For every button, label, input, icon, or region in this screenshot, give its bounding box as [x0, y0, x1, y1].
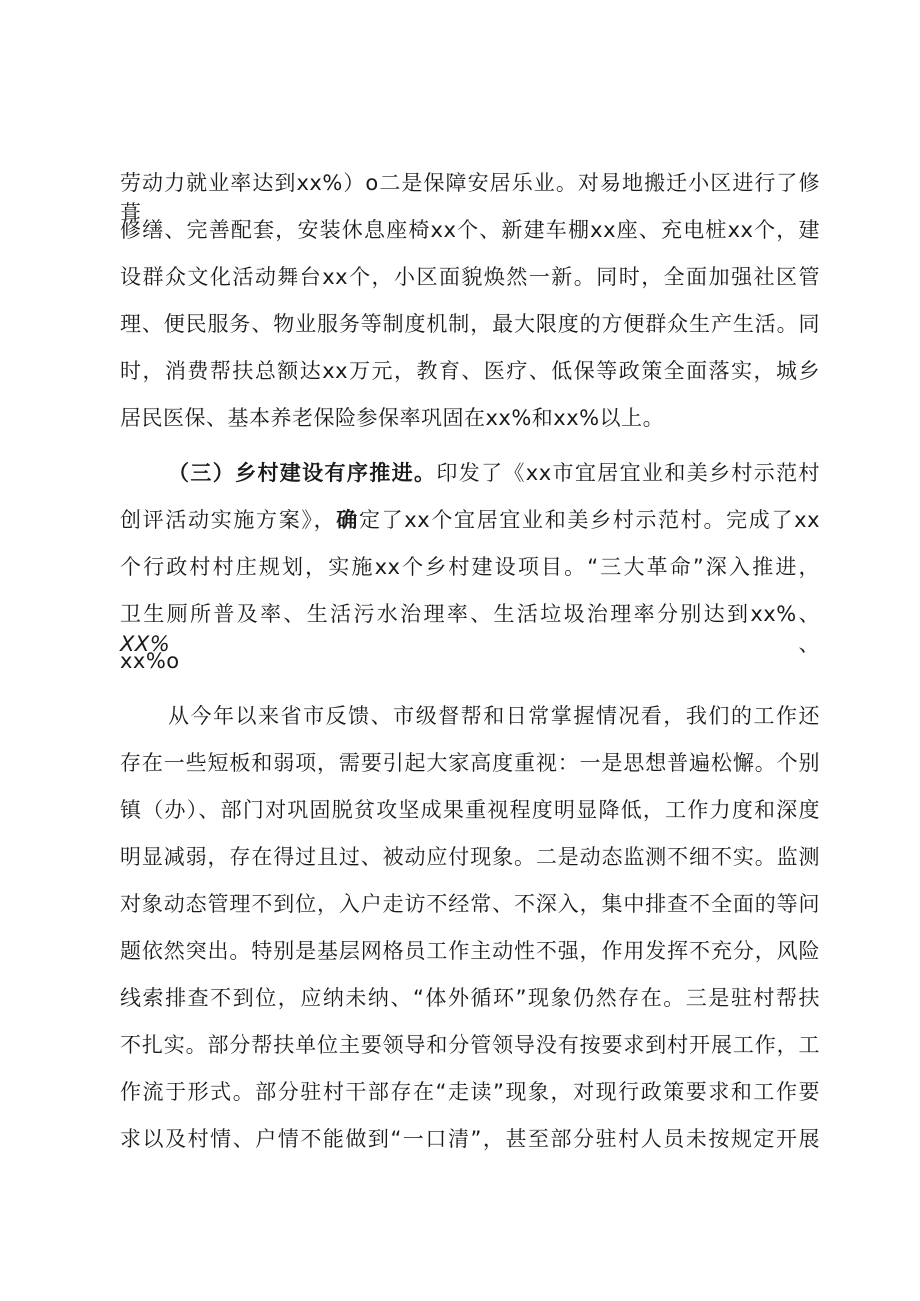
text-line: 修缮、完善配套，安装休息座椅xx个、新建车棚xx座、充电桩xx个，建 — [120, 218, 820, 242]
section-heading: （三）乡村建设有序推进。 — [168, 461, 437, 485]
bold-char: 确 — [336, 508, 359, 532]
text-line: 存在一些短板和弱项，需要引起大家高度重视：一是思想普遍松懈。个别 — [120, 751, 820, 775]
text-line — [168, 458, 820, 488]
text-span: 、 — [170, 632, 820, 656]
text-line: 设群众文化活动舞台xx个，小区面貌焕然一新。同时，全面加强社区管 — [120, 265, 820, 289]
text-span: 卫生厕所普及率、生活污水治理率、生活垃圾治理率分别达到xx%、 — [120, 602, 820, 626]
text-span: 印发了《xx市宜居宜业和美乡村示范村 — [436, 461, 821, 485]
text-line: 理、便民服务、物业服务等制度机制，最大限度的方便群众生产生活。同 — [120, 312, 820, 336]
text-line: 作流于形式。部分驻村干部存在“走读”现象，对现行政策要求和工作要 — [120, 1080, 820, 1104]
text-line: 题依然突出。特别是基层网格员工作主动性不强，作用发挥不充分，风险 — [120, 939, 820, 963]
text-line: 劳动力就业率达到xx%）o二是保障安居乐业。对易地搬迁小区进行了修葺 — [120, 171, 820, 225]
text-line: 时，消费帮扶总额达xx万元，教育、医疗、低保等政策全面落实，城乡 — [120, 359, 820, 383]
text-line: 个行政村村庄规划，实施xx个乡村建设项目。“三大革命”深入推进， — [120, 555, 820, 579]
text-line: 从今年以来省市反馈、市级督帮和日常掌握情况看，我们的工作还 — [168, 704, 820, 728]
text-line: xx%o — [120, 649, 180, 673]
text-span: 定了xx个宜居宜业和美乡村示范村。完成了xx — [358, 508, 821, 532]
text-line: 线索排查不到位，应纳未纳、“体外循环”现象仍然存在。三是驻村帮扶 — [120, 986, 820, 1010]
text-line: 求以及村情、户情不能做到“一口清”，甚至部分驻村人员未按规定开展 — [120, 1127, 820, 1151]
text-span: 创评活动实施方案》， — [120, 508, 337, 532]
text-line: 对象动态管理不到位，入户走访不经常、不深入，集中排查不全面的等问 — [120, 892, 820, 916]
italic-value: XX% — [120, 632, 171, 656]
text-line — [120, 599, 820, 656]
text-line: 明显减弱，存在得过且过、被动应付现象。二是动态监测不细不实。监测 — [120, 845, 820, 869]
text-line — [120, 505, 820, 535]
text-line: 居民医保、基本养老保险参保率巩固在xx%和xx%以上。 — [120, 406, 665, 430]
text-line: 不扎实。部分帮扶单位主要领导和分管领导没有按要求到村开展工作，工 — [120, 1033, 820, 1057]
text-line: 镇（办）、部门对巩固脱贫攻坚成果重视程度明显降低，工作力度和深度 — [120, 798, 820, 822]
